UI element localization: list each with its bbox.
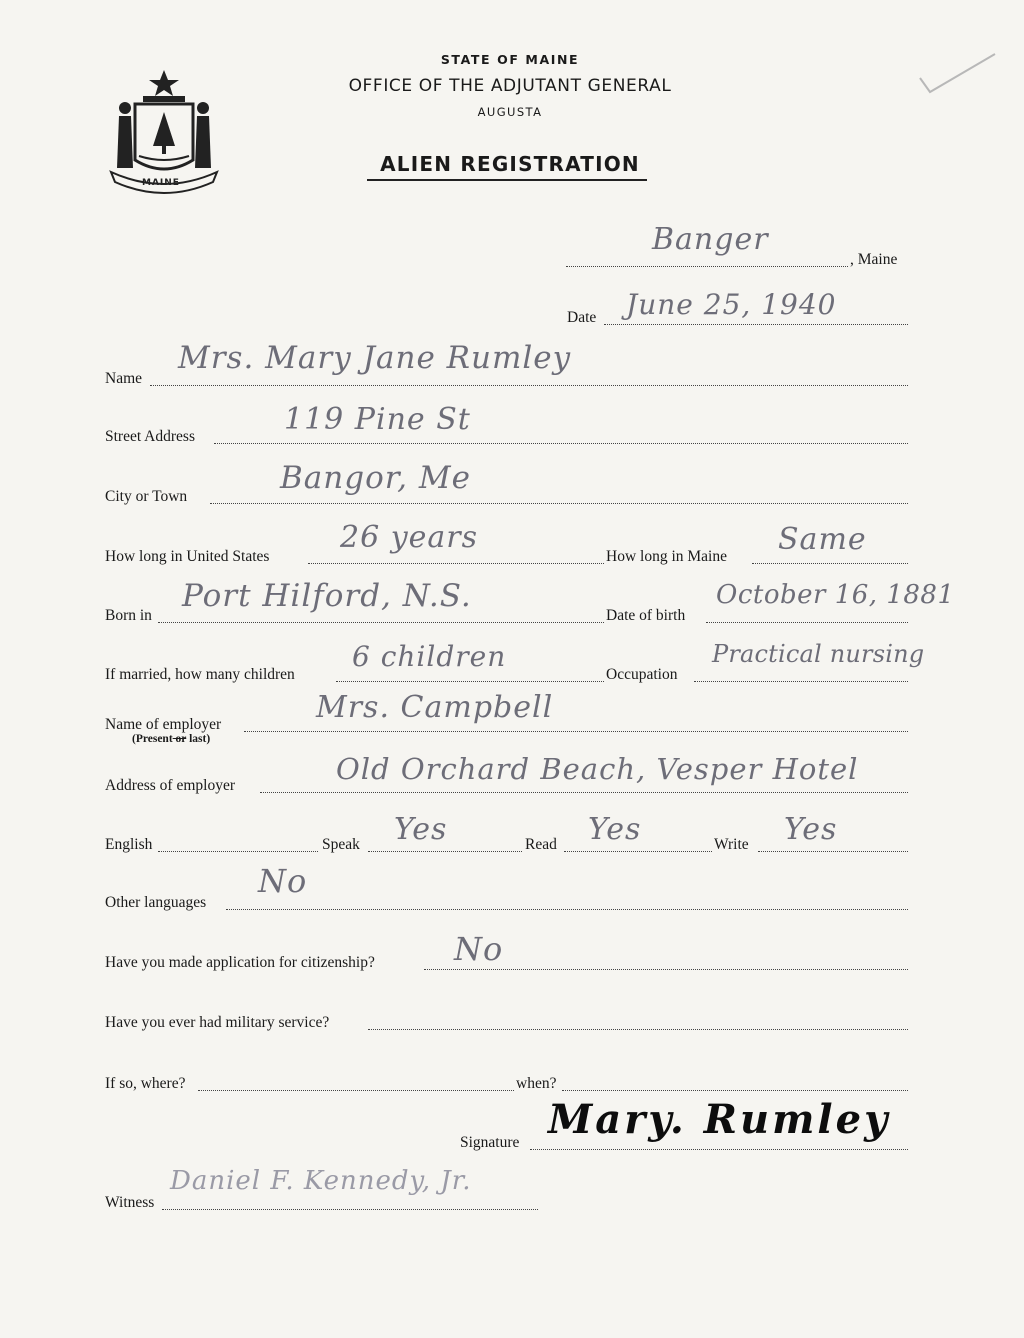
english-label: English xyxy=(105,836,153,853)
city-value: Bangor, Me xyxy=(280,460,471,496)
date-value: June 25, 1940 xyxy=(626,288,837,321)
place-value: Banger xyxy=(652,222,769,257)
seal-banner-text: MAINE xyxy=(142,178,180,188)
english-field-line xyxy=(158,851,318,852)
state-heading: STATE OF MAINE xyxy=(440,52,580,67)
other-languages-field-line xyxy=(226,909,908,910)
write-value: Yes xyxy=(784,812,838,847)
city-label: City or Town xyxy=(105,488,188,505)
employer-sub-label: (Present or last) xyxy=(132,733,211,745)
speak-value: Yes xyxy=(394,812,448,847)
children-label: If married, how many children xyxy=(105,666,295,683)
check-mark-icon xyxy=(915,48,1005,98)
how-long-maine-field-line xyxy=(752,563,908,564)
street-value: 119 Pine St xyxy=(284,402,471,437)
citizenship-value: No xyxy=(454,930,504,968)
employer-label: Name of employer xyxy=(105,716,222,733)
date-label: Date xyxy=(567,309,597,326)
children-value: 6 children xyxy=(352,640,507,673)
employer-value: Mrs. Campbell xyxy=(316,690,554,725)
city-heading: AUGUSTA xyxy=(477,105,543,119)
read-value: Yes xyxy=(588,812,642,847)
when-label: when? xyxy=(516,1075,557,1092)
children-field-line xyxy=(336,681,604,682)
citizenship-field-line xyxy=(424,969,908,970)
speak-field-line xyxy=(368,851,522,852)
military-label: Have you ever had military service? xyxy=(105,1014,330,1031)
name-field-line xyxy=(150,385,908,386)
born-in-label: Born in xyxy=(105,607,152,624)
when-field-line xyxy=(562,1090,908,1091)
date-field-line xyxy=(604,324,908,325)
speak-label: Speak xyxy=(322,836,360,853)
how-long-maine-value: Same xyxy=(778,522,867,557)
title-underline xyxy=(367,179,647,181)
born-in-field-line xyxy=(158,622,604,623)
dob-value: October 16, 1881 xyxy=(716,580,955,610)
employer-field-line xyxy=(244,731,908,732)
born-in-value: Port Hilford, N.S. xyxy=(182,578,472,614)
office-heading: OFFICE OF THE ADJUTANT GENERAL xyxy=(348,76,672,96)
military-field-line xyxy=(368,1029,908,1030)
occupation-value: Practical nursing xyxy=(712,640,925,668)
signature-field-line xyxy=(530,1149,908,1150)
write-field-line xyxy=(758,851,908,852)
how-long-us-field-line xyxy=(308,563,604,564)
name-label: Name xyxy=(105,370,143,387)
street-label: Street Address xyxy=(105,428,195,445)
city-field-line xyxy=(210,503,908,504)
street-field-line xyxy=(214,443,908,444)
signature-value: Mary. Rumley xyxy=(548,1096,891,1143)
dob-field-line xyxy=(706,622,908,623)
occupation-field-line xyxy=(694,681,908,682)
place-field-line xyxy=(566,266,848,267)
how-long-us-label: How long in United States xyxy=(105,548,270,565)
maine-state-seal-icon xyxy=(105,68,223,196)
witness-field-line xyxy=(162,1209,538,1210)
dob-label: Date of birth xyxy=(606,607,686,624)
other-languages-value: No xyxy=(258,862,308,900)
write-label: Write xyxy=(714,836,749,853)
employer-address-field-line xyxy=(260,792,908,793)
how-long-maine-label: How long in Maine xyxy=(606,548,727,565)
witness-value: Daniel F. Kennedy, Jr. xyxy=(170,1166,472,1196)
form-title: ALIEN REGISTRATION xyxy=(380,152,640,176)
occupation-label: Occupation xyxy=(606,666,678,683)
where-field-line xyxy=(198,1090,514,1091)
employer-address-label: Address of employer xyxy=(105,777,235,794)
how-long-us-value: 26 years xyxy=(340,520,479,555)
other-languages-label: Other languages xyxy=(105,894,207,911)
place-label: , Maine xyxy=(850,251,898,268)
witness-label: Witness xyxy=(105,1194,155,1211)
name-value: Mrs. Mary Jane Rumley xyxy=(178,340,572,376)
read-label: Read xyxy=(525,836,557,853)
citizenship-label: Have you made application for citizenship? xyxy=(105,954,375,971)
signature-label: Signature xyxy=(460,1134,520,1151)
read-field-line xyxy=(564,851,712,852)
employer-address-value: Old Orchard Beach, Vesper Hotel xyxy=(336,752,859,786)
where-label: If so, where? xyxy=(105,1075,186,1092)
